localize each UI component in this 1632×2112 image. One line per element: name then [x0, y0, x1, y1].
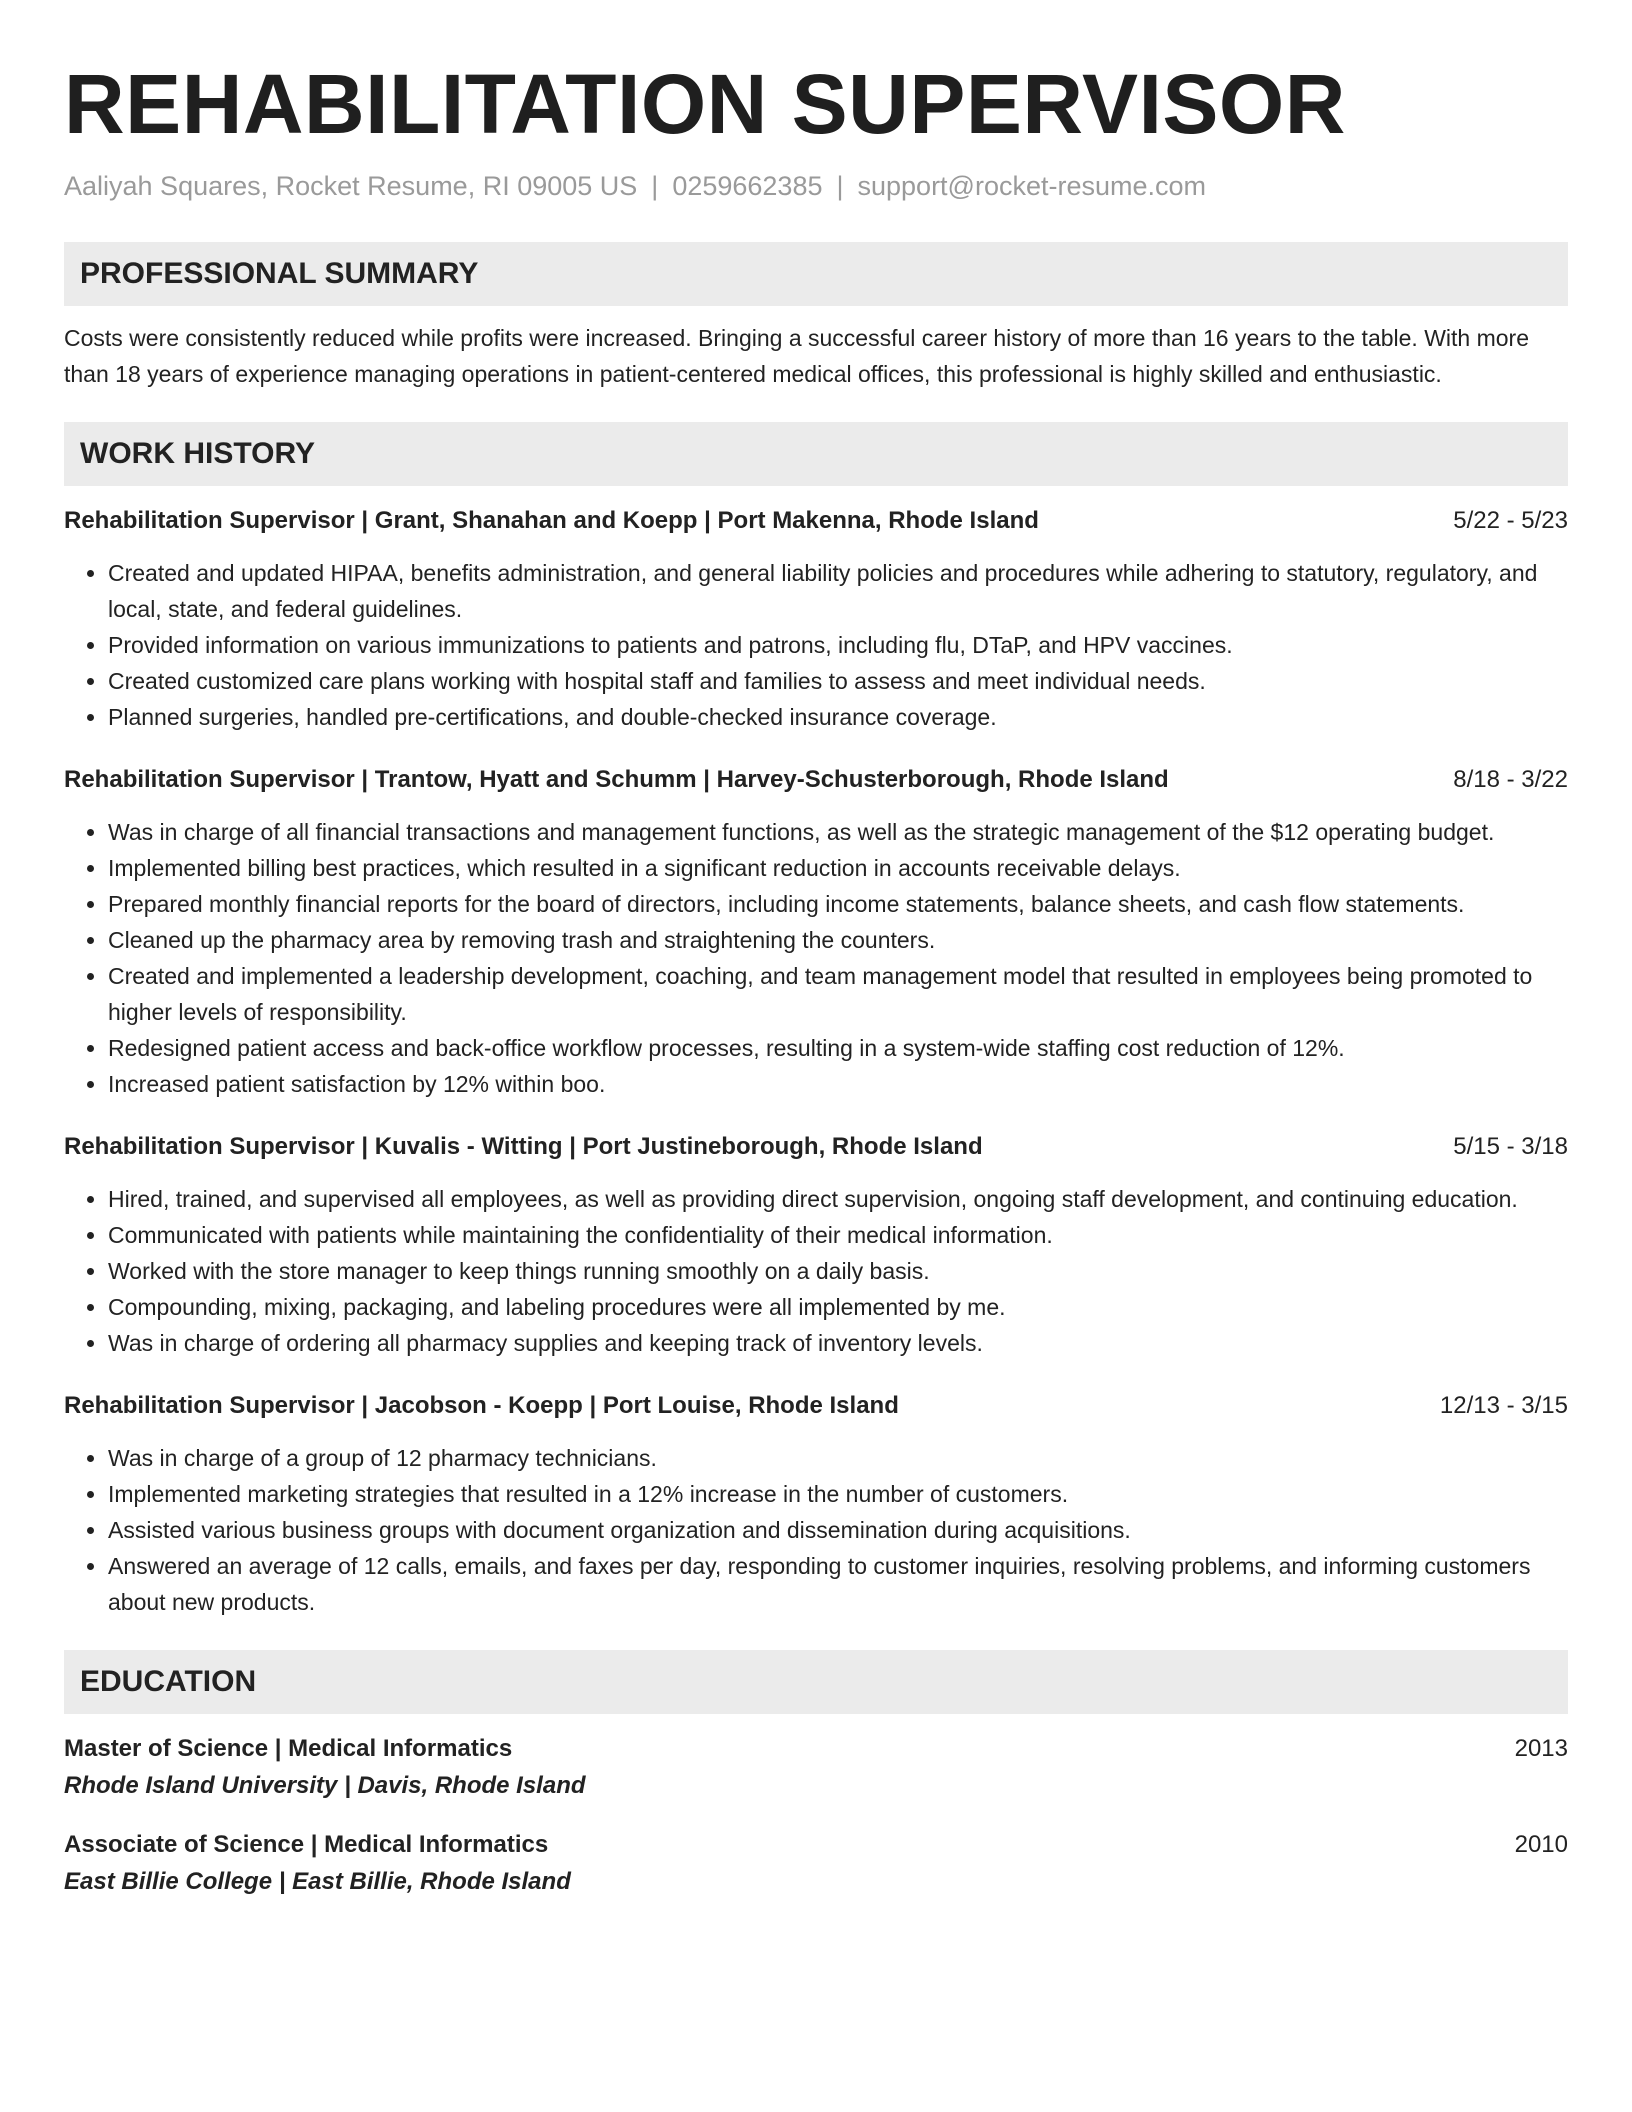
work-history-section — [64, 422, 1568, 1620]
education-school: East Billie College | East Billie, Rhode Island — [64, 1868, 571, 1895]
job-bullet: • Worked with the store manager to keep things running smoothly on a daily basis. — [108, 1253, 1568, 1289]
education-school: Rhode Island University | Davis, Rhode Island — [64, 1772, 586, 1799]
job-header — [64, 1130, 1568, 1164]
job-entry — [64, 1130, 1568, 1361]
job-bullet: • Created and updated HIPAA, benefits administration, and general liability policies and procedures while adhering to statutory, regulatory, and local, state, and federal guidelines. — [108, 555, 1568, 627]
job-dates: 5/22 - 5/23 — [1453, 507, 1568, 534]
job-dates: 5/15 - 3/18 — [1453, 1133, 1568, 1160]
job-header — [64, 763, 1568, 797]
job-dates: 8/18 - 3/22 — [1453, 766, 1568, 793]
education-degree: Master of Science | Medical Informatics — [64, 1735, 513, 1762]
education-degree: Associate of Science | Medical Informatics — [64, 1831, 549, 1858]
job-title: Rehabilitation Supervisor | Grant, Shanahan and Koepp | Port Makenna, Rhode Island — [64, 507, 1039, 534]
education-entry — [64, 1828, 1568, 1902]
education-entry — [64, 1732, 1568, 1806]
job-title: Rehabilitation Supervisor | Jacobson - Koepp | Port Louise, Rhode Island — [64, 1392, 899, 1419]
job-bullets — [64, 1440, 1568, 1620]
job-bullet: • Cleaned up the pharmacy area by removing trash and straightening the counters. — [108, 922, 1568, 958]
job-bullet: • Planned surgeries, handled pre-certifications, and double-checked insurance coverage. — [108, 699, 1568, 735]
job-bullet: • Assisted various business groups with document organization and dissemination during acquisitions. — [108, 1512, 1568, 1548]
job-entry — [64, 504, 1568, 735]
job-entry — [64, 763, 1568, 1102]
job-bullet: • Communicated with patients while maintaining the confidentiality of their medical information. — [108, 1217, 1568, 1253]
professional-summary-section — [64, 242, 1568, 392]
job-title: Rehabilitation Supervisor | Trantow, Hyatt and Schumm | Harvey-Schusterborough, Rhode Island — [64, 766, 1169, 793]
job-bullets — [64, 814, 1568, 1102]
job-bullet: • Hired, trained, and supervised all employees, as well as providing direct supervision, ongoing staff development, and continuing education. — [108, 1181, 1568, 1217]
job-dates: 12/13 - 3/15 — [1439, 1392, 1568, 1419]
contact-email: support@rocket-resume.com — [857, 171, 1207, 201]
job-bullet: • Compounding, mixing, packaging, and labeling procedures were all implemented by me. — [108, 1289, 1568, 1325]
job-title: Rehabilitation Supervisor | Kuvalis - Witting | Port Justineborough, Rhode Island — [64, 1133, 983, 1160]
education-year: 2013 — [1514, 1735, 1568, 1762]
job-bullet: • Created and implemented a leadership development, coaching, and team management model that resulted in employees being promoted to higher levels of responsibility. — [108, 958, 1568, 1030]
section-heading-summary: PROFESSIONAL SUMMARY — [64, 242, 1568, 306]
section-heading-education: EDUCATION — [64, 1650, 1568, 1714]
job-bullet: • Implemented billing best practices, which resulted in a significant reduction in accounts receivable delays. — [108, 850, 1568, 886]
education-header — [64, 1828, 1568, 1862]
job-bullets — [64, 555, 1568, 735]
summary-text: Costs were consistently reduced while profits were increased. Bringing a successful career history of more than 16 years to the table. With more than 18 years of experience managing operations in patient-centered medical offices, this professional is highly skilled and enthusiastic. — [64, 325, 1530, 387]
contact-separator: | — [836, 171, 844, 201]
contact-phone: 0259662385 — [672, 171, 823, 201]
job-header — [64, 1389, 1568, 1423]
contact-line — [64, 168, 1568, 204]
education-section — [64, 1650, 1568, 1902]
job-bullet: • Redesigned patient access and back-office workflow processes, resulting in a system-wide staffing cost reduction of 12%. — [108, 1030, 1568, 1066]
job-bullet: • Provided information on various immunizations to patients and patrons, including flu, DTaP, and HPV vaccines. — [108, 627, 1568, 663]
contact-address: Aaliyah Squares, Rocket Resume, RI 09005 US — [64, 171, 638, 201]
job-bullet: • Implemented marketing strategies that resulted in a 12% increase in the number of customers. — [108, 1476, 1568, 1512]
job-bullet: • Created customized care plans working with hospital staff and families to assess and meet individual needs. — [108, 663, 1568, 699]
section-heading-work: WORK HISTORY — [64, 422, 1568, 486]
job-bullet: • Was in charge of all financial transactions and management functions, as well as the strategic management of the $12 operating budget. — [108, 814, 1568, 850]
job-bullets — [64, 1181, 1568, 1361]
education-header — [64, 1732, 1568, 1766]
resume-title: REHABILITATION SUPERVISOR — [64, 57, 1346, 151]
job-bullet: • Was in charge of ordering all pharmacy supplies and keeping track of inventory levels. — [108, 1325, 1568, 1361]
contact-separator: | — [651, 171, 659, 201]
job-bullet: • Answered an average of 12 calls, emails, and faxes per day, responding to customer inquiries, resolving problems, and informing customers about new products. — [108, 1548, 1568, 1620]
job-entry — [64, 1389, 1568, 1620]
job-bullet: • Increased patient satisfaction by 12% within boo. — [108, 1066, 1568, 1102]
education-year: 2010 — [1514, 1831, 1568, 1858]
job-bullet: • Was in charge of a group of 12 pharmacy technicians. — [108, 1440, 1568, 1476]
job-header — [64, 504, 1568, 538]
job-bullet: • Prepared monthly financial reports for the board of directors, including income statements, balance sheets, and cash flow statements. — [108, 886, 1568, 922]
